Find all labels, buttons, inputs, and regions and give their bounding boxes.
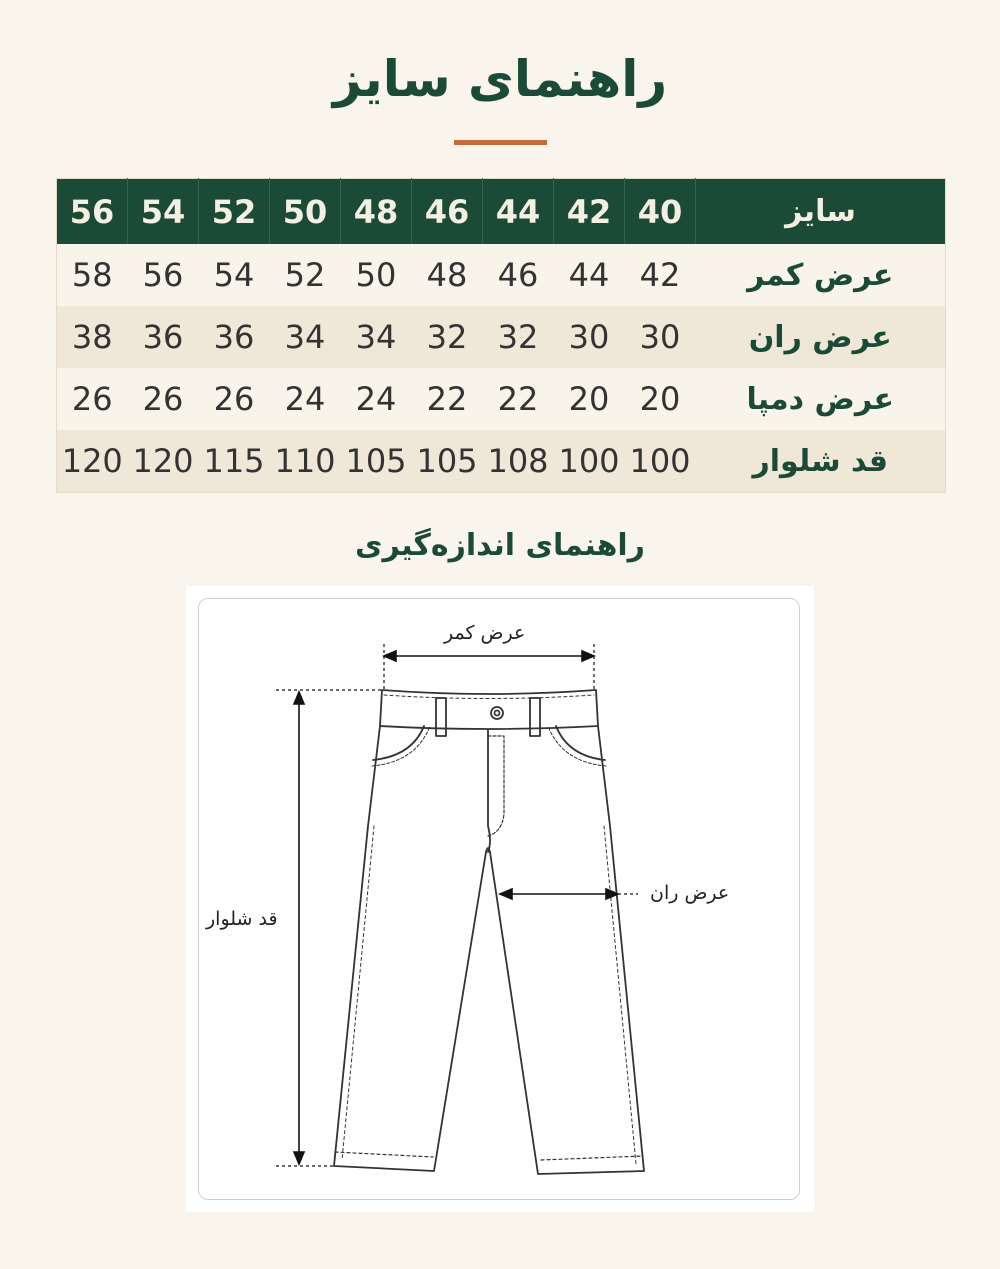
table-cell: 38	[57, 306, 128, 368]
table-header-row	[57, 179, 946, 245]
table-row	[57, 368, 946, 430]
table-cell: 22	[412, 368, 483, 430]
row-label-thigh: عرض ران	[696, 306, 946, 368]
table-cell: 58	[57, 244, 128, 306]
table-cell: 30	[625, 306, 696, 368]
size-header: 50	[270, 179, 341, 245]
size-header: 48	[341, 179, 412, 245]
waist-width-label: عرض کمر	[444, 622, 526, 644]
measurement-diagram	[186, 586, 814, 1212]
table-cell: 110	[270, 430, 341, 493]
table-cell: 36	[128, 306, 199, 368]
table-cell: 24	[341, 368, 412, 430]
size-header: 40	[625, 179, 696, 245]
table-cell: 120	[57, 430, 128, 493]
size-header: 54	[128, 179, 199, 245]
table-cell: 42	[625, 244, 696, 306]
table-cell: 46	[483, 244, 554, 306]
pants-length-label: قد شلوار	[206, 908, 278, 930]
table-cell: 100	[625, 430, 696, 493]
table-cell: 108	[483, 430, 554, 493]
table-cell: 22	[483, 368, 554, 430]
table-cell: 120	[128, 430, 199, 493]
size-header: 42	[554, 179, 625, 245]
table-cell: 20	[625, 368, 696, 430]
table-cell: 36	[199, 306, 270, 368]
table-cell: 100	[554, 430, 625, 493]
table-cell: 32	[412, 306, 483, 368]
table-cell: 26	[57, 368, 128, 430]
table-cell: 105	[412, 430, 483, 493]
row-label-hem: عرض دمپا	[696, 368, 946, 430]
table-cell: 20	[554, 368, 625, 430]
table-cell: 52	[270, 244, 341, 306]
size-header: 44	[483, 179, 554, 245]
table-cell: 44	[554, 244, 625, 306]
table-cell: 24	[270, 368, 341, 430]
table-cell: 50	[341, 244, 412, 306]
thigh-width-label: عرض ران	[650, 882, 730, 904]
table-cell: 30	[554, 306, 625, 368]
size-header: 52	[199, 179, 270, 245]
title-underline	[454, 140, 547, 145]
row-label-waist: عرض کمر	[696, 244, 946, 306]
size-header-label: سایز	[696, 179, 946, 245]
page-title: راهنمای سایز	[332, 50, 668, 108]
table-row	[57, 306, 946, 368]
table-cell: 54	[199, 244, 270, 306]
table-cell: 26	[128, 368, 199, 430]
table-cell: 26	[199, 368, 270, 430]
table-cell: 56	[128, 244, 199, 306]
size-header: 46	[412, 179, 483, 245]
size-header: 56	[57, 179, 128, 245]
size-table	[56, 178, 946, 493]
table-row	[57, 244, 946, 306]
table-row	[57, 430, 946, 493]
row-label-length: قد شلوار	[696, 430, 946, 493]
table-cell: 34	[341, 306, 412, 368]
measurement-guide-title: راهنمای اندازه‌گیری	[355, 528, 645, 563]
table-cell: 115	[199, 430, 270, 493]
table-cell: 34	[270, 306, 341, 368]
table-cell: 32	[483, 306, 554, 368]
table-cell: 105	[341, 430, 412, 493]
table-cell: 48	[412, 244, 483, 306]
